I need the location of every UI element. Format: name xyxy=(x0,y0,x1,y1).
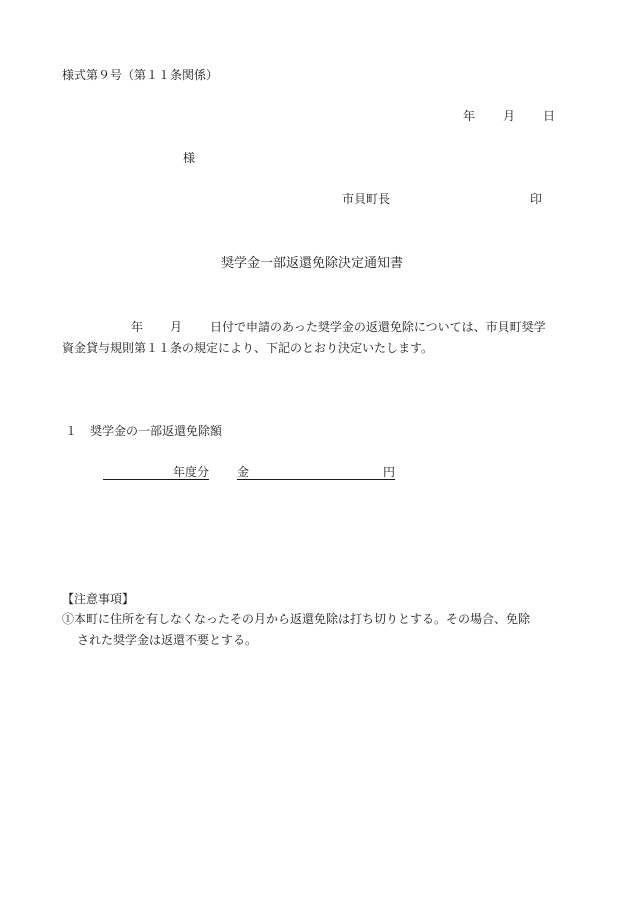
fiscal-year-suffix: 年度分 xyxy=(172,465,209,479)
date-month: 月 xyxy=(503,109,516,123)
item-label: 奨学金の一部返還免除額 xyxy=(90,424,223,438)
notes-line-1: ①本町に住所を有しなくなったその月から返還免除は打ち切りとする。その場合、免除 xyxy=(62,612,531,626)
body-month: 月 xyxy=(170,320,183,334)
issuer-title: 市貝町長 xyxy=(342,192,391,206)
amount-field xyxy=(237,466,395,480)
form-label: 様式第９号（第１１条関係） xyxy=(62,68,219,82)
body-line1: 日付で申請のあった奨学金の返還免除については、市貝町奨学 xyxy=(210,320,546,334)
date-year: 年 xyxy=(463,109,476,123)
notes-heading: 【注意事項】 xyxy=(62,592,135,606)
notes-line-2: された奨学金は返還不要とする。 xyxy=(77,633,258,647)
seal-mark: 印 xyxy=(530,192,543,206)
amount-suffix: 円 xyxy=(382,465,395,479)
amount-prefix: 金 xyxy=(237,465,250,479)
body-line2: 資金貸与規則第１１条の規定により、下記のとおり決定いたします。 xyxy=(62,341,434,355)
date-day: 日 xyxy=(543,109,556,123)
item-number: １ xyxy=(65,424,78,438)
fiscal-year-field xyxy=(103,466,209,480)
addressee-suffix: 様 xyxy=(183,151,196,165)
body-year: 年 xyxy=(131,320,144,334)
document-title: 奨学金一部返還免除決定通知書 xyxy=(221,256,404,271)
